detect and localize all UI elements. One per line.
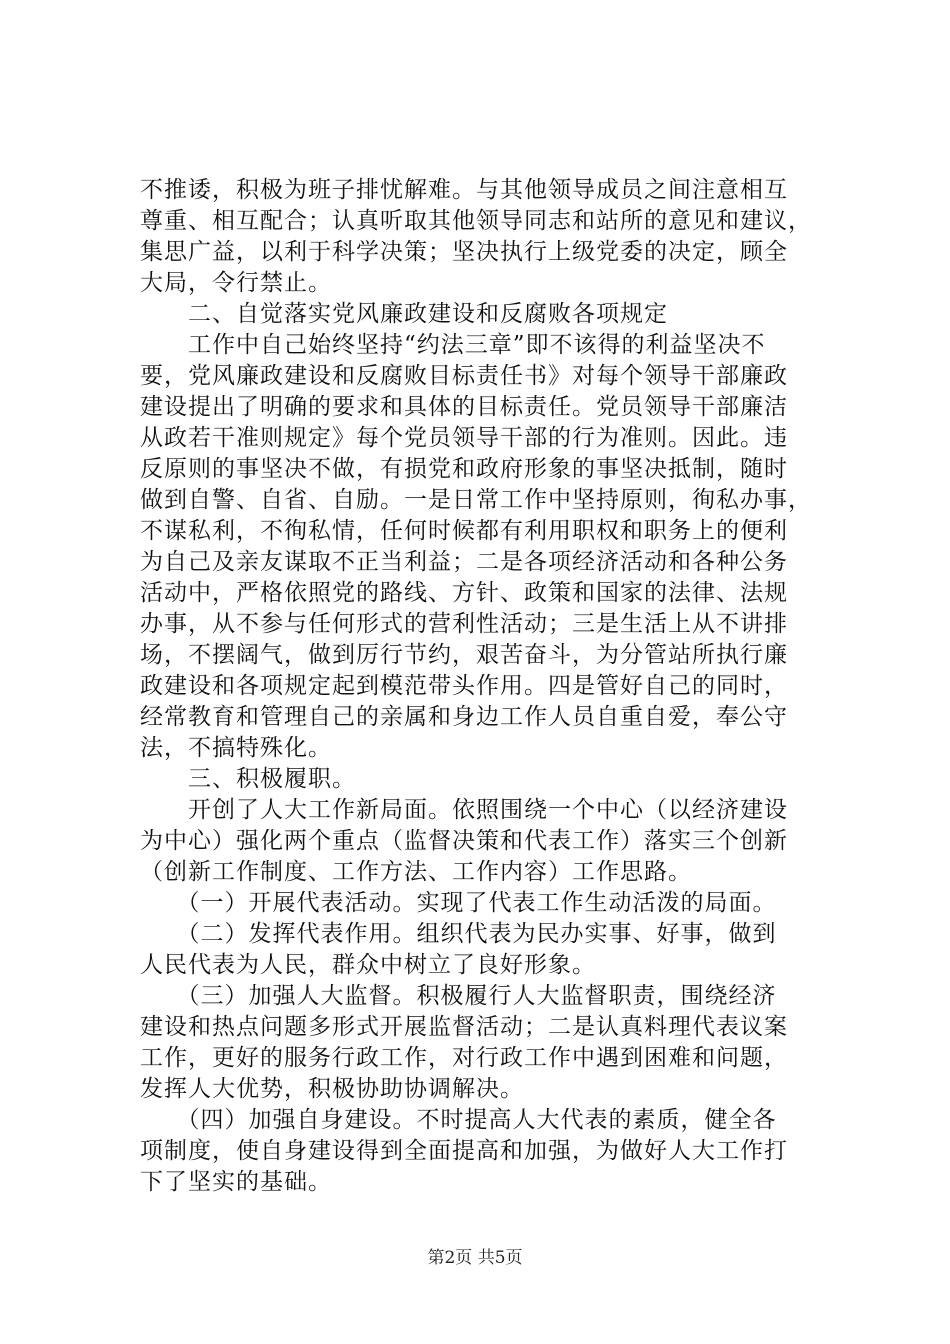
text-line: 经常教育和管理自己的亲属和身边工作人员自重自爱，奉公守: [140, 704, 788, 730]
text-line: 发挥人大优势，积极协助协调解决。: [140, 1076, 524, 1102]
text-line: （三）加强人大监督。积极履行人大监督职责，围绕经济: [140, 983, 777, 1009]
text-line: 大局，令行禁止。: [140, 270, 332, 296]
text-line: 办事，从不参与任何形式的营利性活动；三是生活上从不讲排: [140, 611, 788, 637]
text-line: （一）开展代表活动。实现了代表工作生动活泼的局面。: [140, 890, 777, 916]
text-line: 开创了人大工作新局面。依照围绕一个中心（以经济建设: [140, 797, 788, 823]
text-line: （二）发挥代表作用。组织代表为民办实事、好事，做到: [140, 921, 777, 947]
text-line: 人民代表为人民，群众中树立了良好形象。: [140, 952, 596, 978]
text-line: 工作中自己始终坚持“约法三章”即不该得的利益坚决不: [140, 332, 766, 358]
section-heading: 二、自觉落实党风廉政建设和反腐败各项规定: [140, 301, 668, 327]
text-line: 为自己及亲友谋取不正当利益；二是各项经济活动和各种公务: [140, 549, 788, 575]
text-line: 不谋私利，不徇私情，任何时候都有利用职权和职务上的便利: [140, 518, 788, 544]
text-line: 集思广益，以利于科学决策；坚决执行上级党委的决定，顾全: [140, 239, 788, 265]
text-line: 反原则的事坚决不做，有损党和政府形象的事坚决抵制，随时: [140, 456, 788, 482]
text-line: 为中心）强化两个重点（监督决策和代表工作）落实三个创新: [140, 828, 788, 854]
text-line: 从政若干准则规定》每个党员领导干部的行为准则。因此。违: [140, 425, 788, 451]
text-line: 做到自警、自省、自励。一是日常工作中坚持原则，徇私办事，: [140, 487, 812, 513]
text-line: 下了坚实的基础。: [140, 1169, 332, 1195]
text-line: 要，党风廉政建设和反腐败目标责任书》对每个领导干部廉政: [140, 363, 788, 389]
text-line: 项制度，使自身建设得到全面提高和加强，为做好人大工作打: [140, 1138, 788, 1164]
text-line: 不推诿，积极为班子排忧解难。与其他领导成员之间注意相互: [140, 177, 788, 203]
text-line: 政建设和各项规定起到模范带头作用。四是管好自己的同时，: [140, 673, 788, 699]
text-line: 建设提出了明确的要求和具体的目标责任。党员领导干部廉洁: [140, 394, 788, 420]
page-number-footer: 第2页 共5页: [427, 1248, 523, 1268]
text-line: 活动中，严格依照党的路线、方针、政策和国家的法律、法规: [140, 580, 788, 606]
text-line: 法，不搞特殊化。: [140, 735, 332, 761]
text-line: 工作，更好的服务行政工作，对行政工作中遇到困难和问题，: [140, 1045, 788, 1071]
text-line: （四）加强自身建设。不时提高人大代表的素质，健全各: [140, 1107, 777, 1133]
text-line: （创新工作制度、工作方法、工作内容）工作思路。: [140, 859, 692, 885]
text-line: 尊重、相互配合；认真听取其他领导同志和站所的意见和建议，: [140, 208, 812, 234]
section-heading: 三、积极履职。: [140, 766, 356, 792]
document-body: [140, 175, 830, 1198]
text-line: 建设和热点问题多形式开展监督活动；二是认真料理代表议案: [140, 1014, 788, 1040]
text-line: 场，不摆阔气，做到厉行节约，艰苦奋斗，为分管站所执行廉: [140, 642, 788, 668]
